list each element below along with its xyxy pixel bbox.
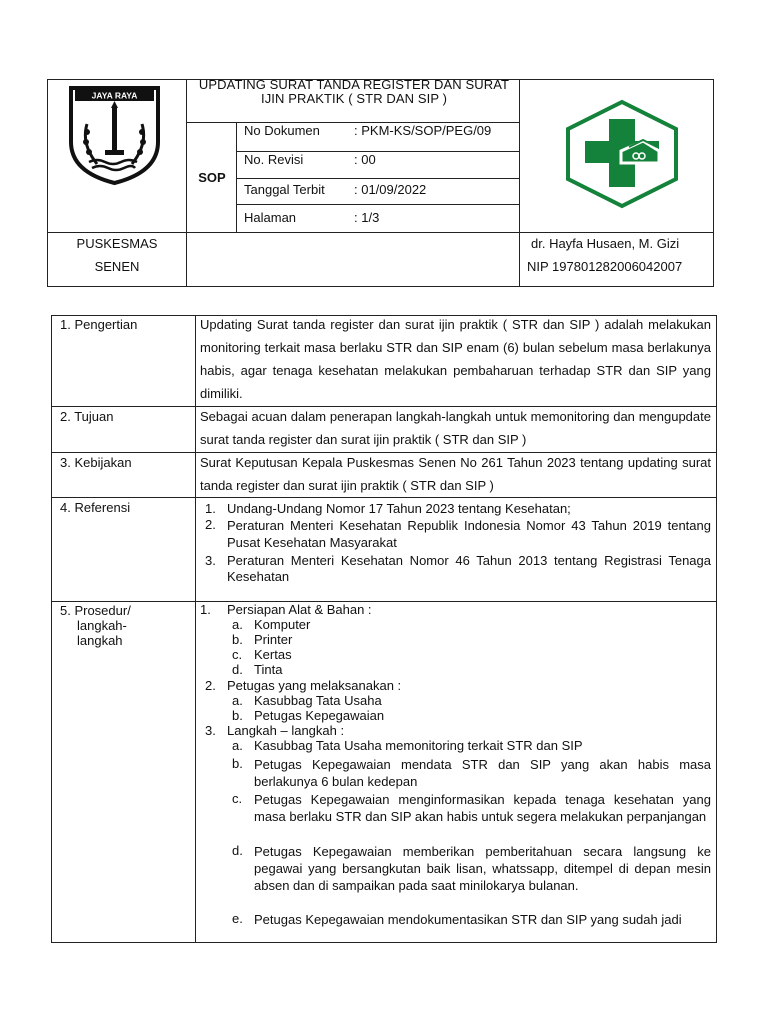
section-prosedur-label-3: langkah xyxy=(77,633,123,648)
referensi-num-2: 2. xyxy=(205,517,216,532)
list-item: Kasubbag Tata Usaha xyxy=(254,693,382,708)
list-item: Petugas Kepegawaian memberikan pemberitahuan secara langsung ke pegawai yang bersangkutan baik lisan, whatssapp, ditempel di depan mesin absen dan di sampaikan pada saat minilokarya bulanan. xyxy=(254,844,711,893)
referensi-item: Undang-Undang Nomor 17 Tahun 2023 tentang Kesehatan; xyxy=(227,501,571,516)
list-item: Komputer xyxy=(254,617,311,632)
section-tujuan-text: Sebagai acuan dalam penerapan langkah-langkah untuk memonitoring dan mengupdate surat tanda register dan surat ijin praktik ( STR dan SIP ) xyxy=(200,409,711,447)
puskesmas-logo xyxy=(563,99,681,209)
field-no-revisi-label: No. Revisi xyxy=(244,152,304,167)
prosedur-step-num-3: 3. xyxy=(205,723,216,738)
prosedur-step-2: Petugas yang melaksanakan : xyxy=(227,678,402,693)
list-item: Tinta xyxy=(254,662,283,677)
org-name-line1: PUSKESMAS xyxy=(76,236,158,251)
alpha-b: b. xyxy=(232,632,243,647)
alpha-b: b. xyxy=(232,708,243,723)
alpha-d: d. xyxy=(232,843,243,858)
field-tanggal-terbit-value: : 01/09/2022 xyxy=(354,182,427,197)
sop-label: SOP xyxy=(198,170,226,185)
jaya-raya-logo xyxy=(67,84,162,186)
field-no-revisi-value: : 00 xyxy=(354,152,376,167)
jaya-raya-emblem-icon xyxy=(67,84,162,186)
section-referensi-label: 4. Referensi xyxy=(60,500,131,515)
section-prosedur-label-1: 5. Prosedur/ xyxy=(60,603,131,618)
svg-text:JAYA RAYA: JAYA RAYA xyxy=(91,90,138,101)
alpha-a: a. xyxy=(232,693,243,708)
field-halaman-value: : 1/3 xyxy=(354,210,380,225)
list-item: Printer xyxy=(254,632,293,647)
alpha-a: a. xyxy=(232,738,243,753)
field-no-dokumen-value: : PKM-KS/SOP/PEG/09 xyxy=(354,123,492,138)
prosedur-step-num-2: 2. xyxy=(205,678,216,693)
signer-nip: NIP 197801282006042007 xyxy=(527,259,683,274)
list-item: Kertas xyxy=(254,647,292,662)
signer-name: dr. Hayfa Husaen, M. Gizi xyxy=(531,236,680,251)
referensi-num-3: 3. xyxy=(205,553,216,568)
page-title: UPDATING SURAT TANDA REGISTER DAN SURAT IJIN PRAKTIK ( STR DAN SIP ) xyxy=(198,77,510,106)
section-tujuan-label: 2. Tujuan xyxy=(60,409,114,424)
list-item: Petugas Kepegawaian mendata STR dan SIP yang akan habis masa berlakunya 6 bulan kedepan xyxy=(254,757,711,789)
puskesmas-cross-icon xyxy=(563,99,681,209)
list-item: Kasubbag Tata Usaha memonitoring terkait STR dan SIP xyxy=(254,738,583,753)
section-pengertian-text: Updating Surat tanda register dan surat ijin praktik ( STR dan SIP ) adalah melakukan monitoring terkait masa berlaku STR dan SIP enam (6) bulan sebelum masa berlakunya habis, agar tenaga kesehatan melakukan pembaharuan terhadap STR dan SIP yang dimiliki. xyxy=(200,317,711,401)
referensi-num-1: 1. xyxy=(205,501,216,516)
alpha-d: d. xyxy=(232,662,243,677)
alpha-c: c. xyxy=(232,647,243,662)
list-item: Petugas Kepegawaian xyxy=(254,708,385,723)
section-pengertian-label: 1. Pengertian xyxy=(60,317,138,332)
alpha-b: b. xyxy=(232,756,243,771)
prosedur-step-num-1: 1. xyxy=(200,602,211,617)
list-item: Petugas Kepegawaian menginformasikan kepada tenaga kesehatan yang masa berlaku STR dan SIP akan habis untuk segera melakukan perpanjangan xyxy=(254,792,711,824)
referensi-item: Peraturan Menteri Kesehatan Nomor 46 Tahun 2013 tentang Registrasi Tenaga Kesehatan xyxy=(227,553,711,584)
section-prosedur-label-2: langkah- xyxy=(77,618,127,633)
org-name-line2: SENEN xyxy=(94,259,140,274)
section-kebijakan-text: Surat Keputusan Kepala Puskesmas Senen No 261 Tahun 2023 tentang updating surat tanda register dan surat ijin praktik ( STR dan SIP ) xyxy=(200,455,711,493)
list-item: Petugas Kepegawaian mendokumentasikan STR dan SIP yang sudah jadi xyxy=(254,912,682,927)
section-kebijakan-label: 3. Kebijakan xyxy=(60,455,132,470)
field-tanggal-terbit-label: Tanggal Terbit xyxy=(244,182,325,197)
alpha-a: a. xyxy=(232,617,243,632)
alpha-c: c. xyxy=(232,791,243,806)
alpha-e: e. xyxy=(232,911,243,926)
prosedur-step-3: Langkah – langkah : xyxy=(227,723,345,738)
referensi-item: Peraturan Menteri Kesehatan Republik Indonesia Nomor 43 Tahun 2019 tentang Pusat Kesehatan Masyarakat xyxy=(227,518,711,550)
prosedur-step-1: Persiapan Alat & Bahan : xyxy=(227,602,372,617)
field-no-dokumen-label: No Dokumen xyxy=(244,123,320,138)
field-halaman-label: Halaman xyxy=(244,210,297,225)
